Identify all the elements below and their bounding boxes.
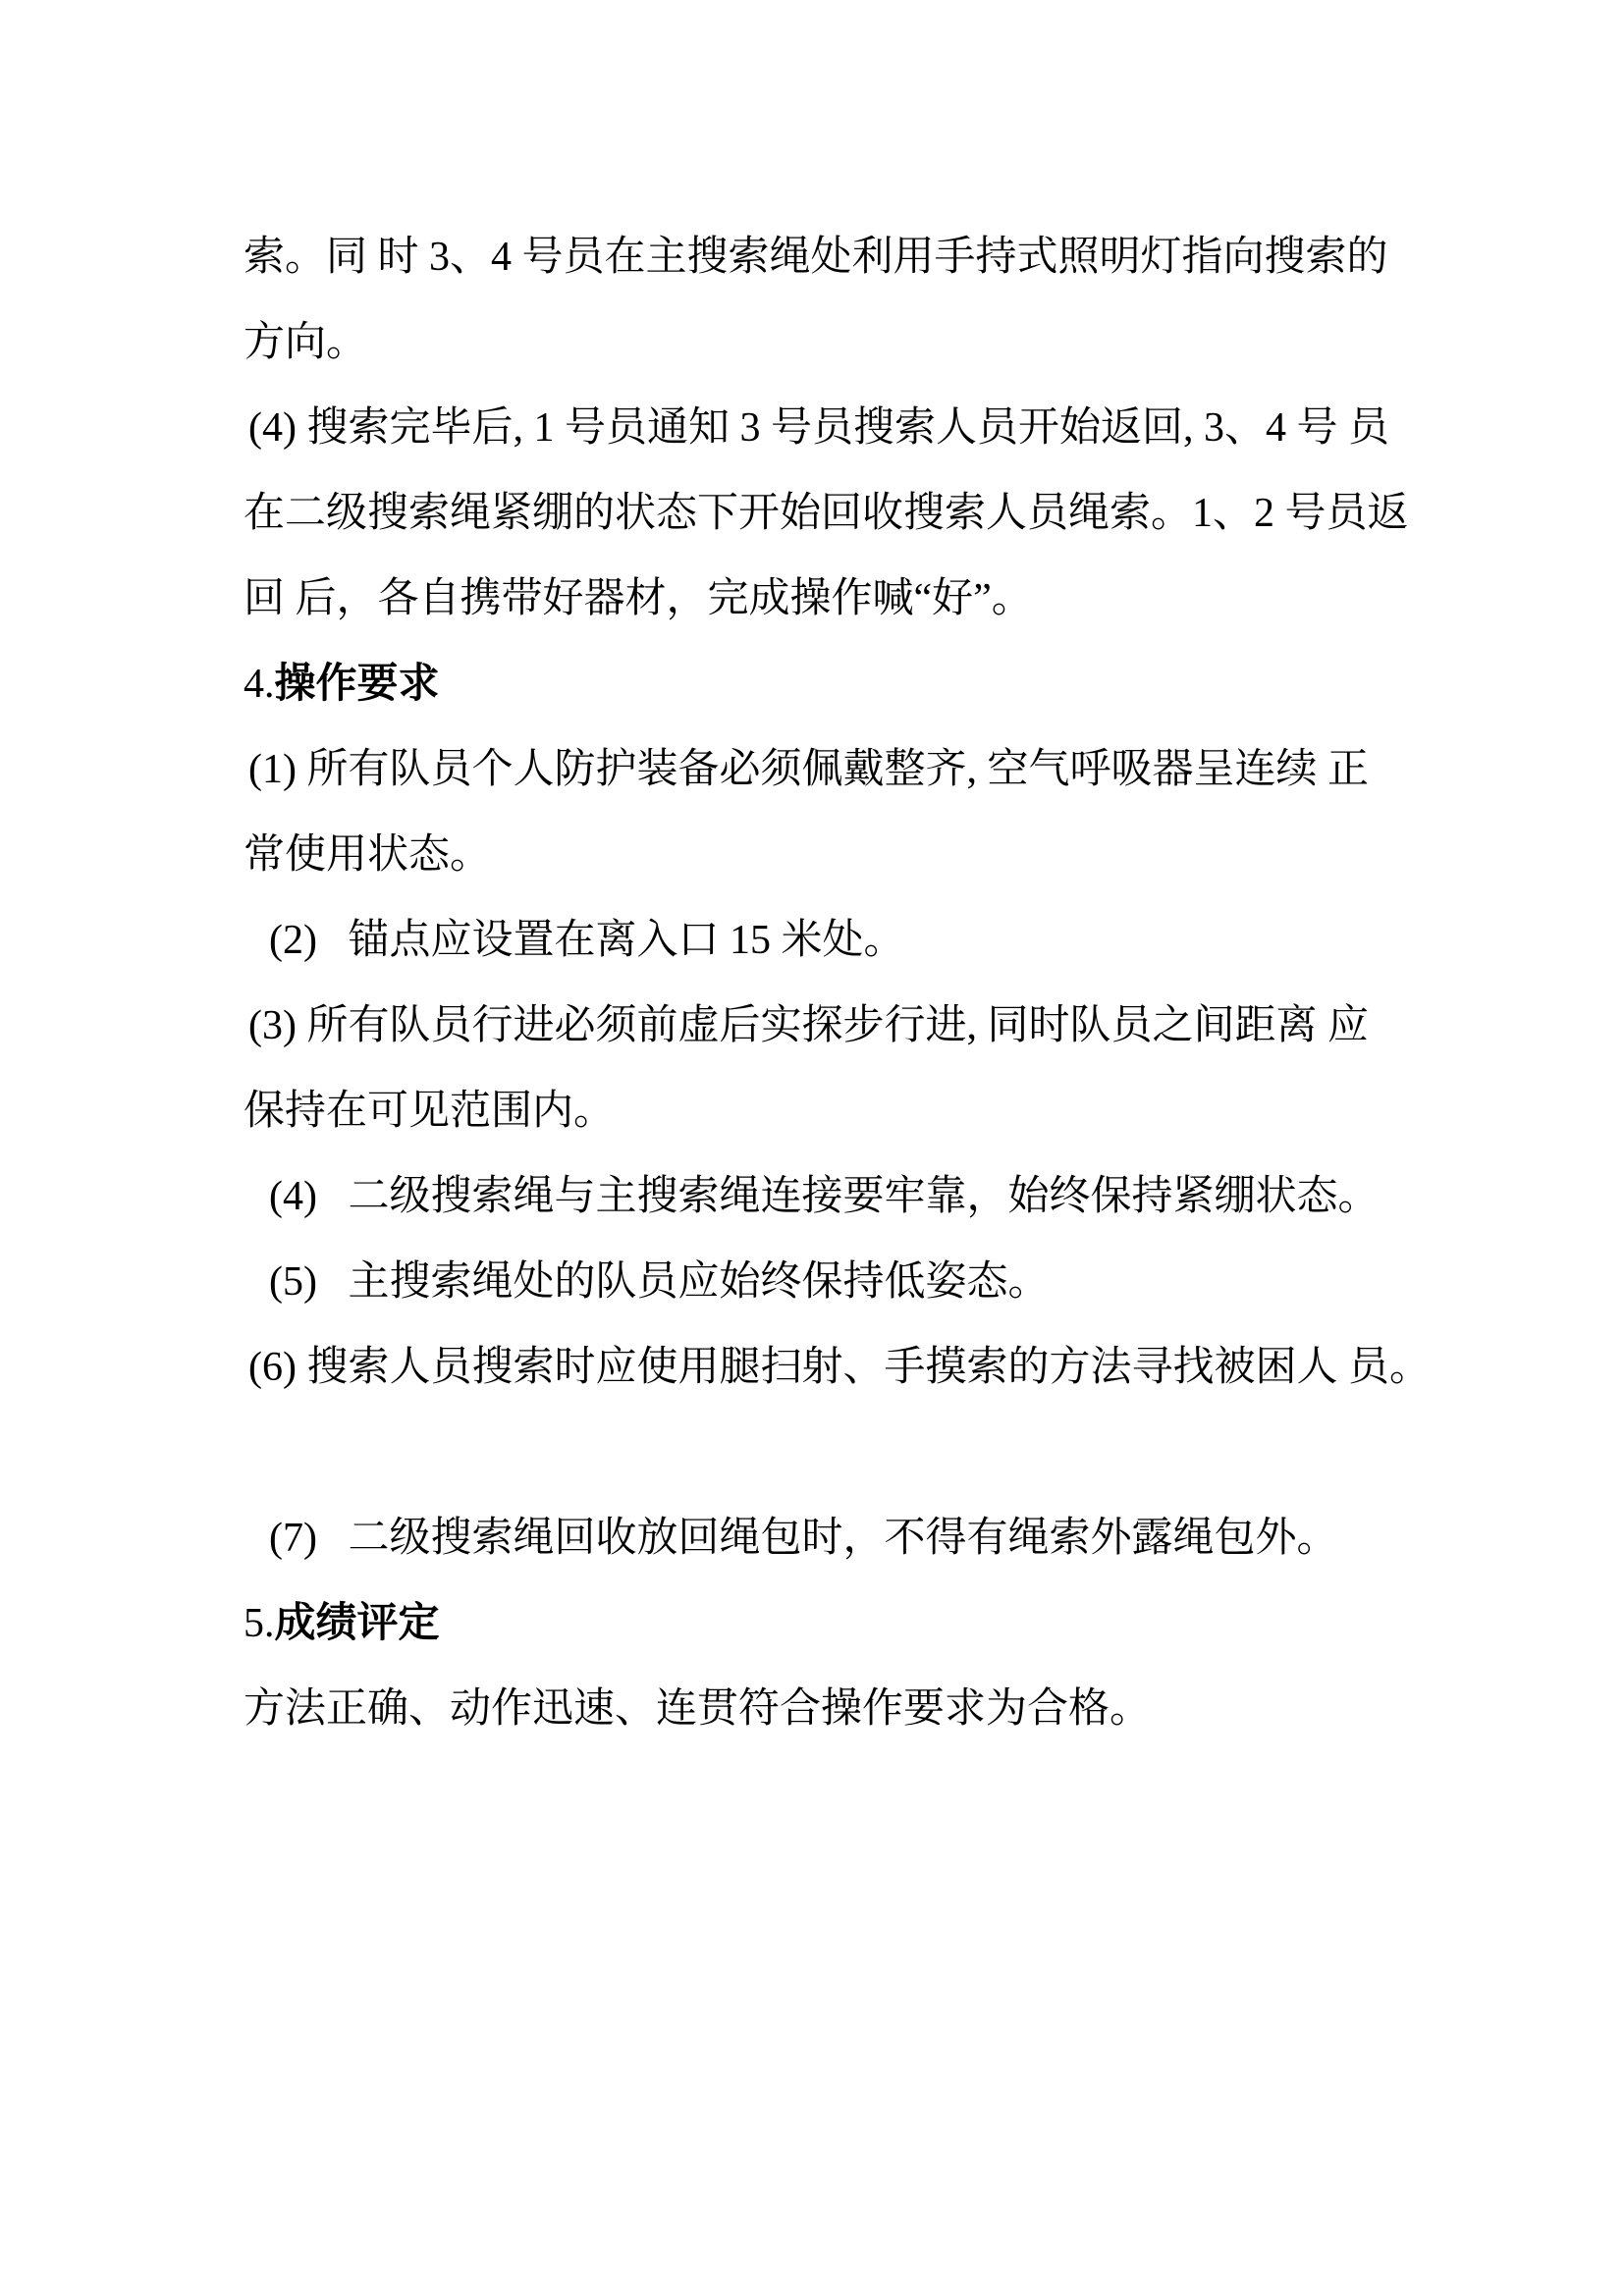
- document-line: (6) 搜索人员搜索时应使用腿扫射、手摸索的方法寻找被困人 员。: [248, 1345, 1431, 1390]
- document-line: 常使用状态。: [244, 832, 492, 878]
- document-line: (7) 二级搜索绳回收放回绳包时，不得有绳索外露绳包外。: [269, 1516, 1338, 1561]
- heading-title: 成绩评定: [274, 1601, 440, 1646]
- document-line: (4) 搜索完毕后, 1 号员通知 3 号员搜索人员开始返回, 3、4 号 员: [248, 405, 1389, 451]
- document-line: (5) 主搜索绳处的队员应始终保持低姿态。: [269, 1259, 1050, 1305]
- document-blank-line: [244, 1411, 1471, 1496]
- document-line: 在二级搜索绳紧绷的状态下开始回收搜索人员绳索。1、2 号员返: [244, 491, 1409, 536]
- document-line: (1) 所有队员个人防护装备必须佩戴整齐, 空气呼吸器呈连续 正: [248, 747, 1369, 792]
- document-line: [244, 1581, 1471, 1667]
- document-line: (2) 锚点应设置在离入口 15 米处。: [269, 918, 905, 963]
- document-line: (3) 所有队员行进必须前虚后实探步行进, 同时队员之间距离 应: [248, 1003, 1369, 1048]
- document-line: 方向。: [244, 320, 368, 365]
- document-line: [244, 642, 1471, 727]
- heading-number: 5.: [244, 1601, 275, 1646]
- document-line: (4) 二级搜索绳与主搜索绳连接要牢靠，始终保持紧绷状态。: [269, 1174, 1380, 1219]
- document-line: 方法正确、动作迅速、连贯符合操作要求为合格。: [244, 1686, 1152, 1732]
- document-text-block: [244, 215, 1471, 1752]
- heading-number: 4.: [244, 662, 275, 707]
- document-line: 保持在可见范围内。: [244, 1089, 616, 1134]
- document-line: 索。同 时 3、4 号员在主搜索绳处利用手持式照明灯指向搜索的: [244, 235, 1388, 280]
- heading-title: 操作要求: [274, 662, 440, 707]
- document-line: 回 后，各自携带好器材，完成操作喊“好”。: [244, 576, 1033, 621]
